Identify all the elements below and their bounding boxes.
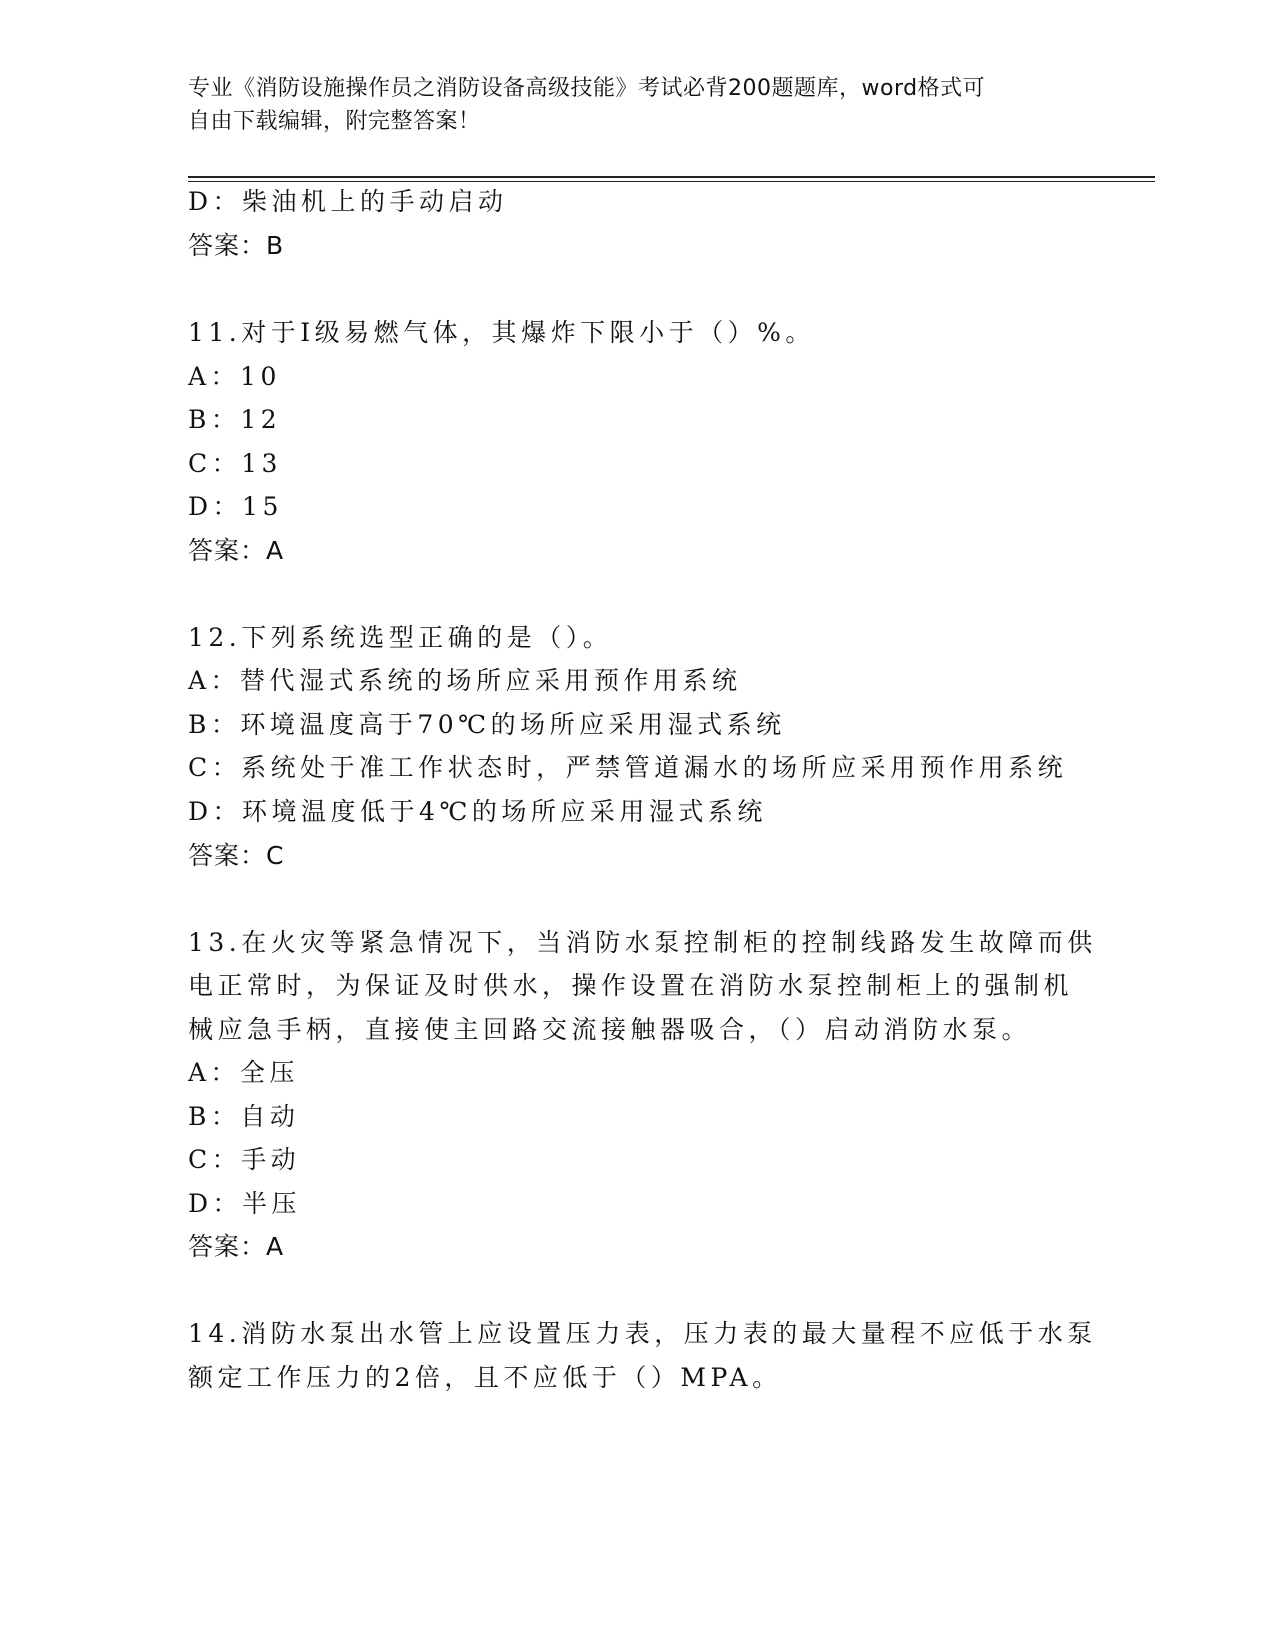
option-line: C：手动 xyxy=(188,1145,301,1174)
option-line: D：柴油机上的手动启动 xyxy=(188,187,508,216)
option-line: B：自动 xyxy=(188,1102,300,1131)
header-rule-thin xyxy=(188,181,1155,182)
header-rule-thick xyxy=(188,176,1155,178)
option-line: B：12 xyxy=(188,405,282,434)
option-line: D：环境温度低于4℃的场所应采用湿式系统 xyxy=(188,797,767,826)
question-13-cont: 电正常时，为保证及时供水，操作设置在消防水泵控制柜上的强制机 xyxy=(188,971,1074,1000)
option-line: B：环境温度高于70℃的场所应采用湿式系统 xyxy=(188,710,786,739)
option-line: C：系统处于准工作状态时，严禁管道漏水的场所应采用预作用系统 xyxy=(188,753,1068,782)
option-line: A：10 xyxy=(188,362,281,391)
option-line: A：替代湿式系统的场所应采用预作用系统 xyxy=(188,666,742,695)
question-13: 13.在火灾等紧急情况下，当消防水泵控制柜的控制线路发生故障而供 xyxy=(188,928,1097,957)
answer-line: 答案：C xyxy=(188,841,285,870)
answer-line: 答案：B xyxy=(188,231,285,260)
document-header xyxy=(188,72,1068,138)
answer-line: 答案：A xyxy=(188,1232,285,1261)
question-11: 11.对于Ⅰ级易燃气体，其爆炸下限小于（）%。 xyxy=(188,318,815,347)
option-line: D：15 xyxy=(188,492,283,521)
option-line: D：半压 xyxy=(188,1189,302,1218)
answer-line: 答案：A xyxy=(188,536,285,565)
header-line-2: 自由下载编辑，附完整答案！ xyxy=(188,109,481,134)
question-14: 14.消防水泵出水管上应设置压力表，压力表的最大量程不应低于水泵 xyxy=(188,1319,1097,1348)
question-13-cont: 械应急手柄，直接使主回路交流接触器吸合，（）启动消防水泵。 xyxy=(188,1015,1032,1044)
header-line-1: 专业《消防设施操作员之消防设备高级技能》考试必背200题题库，word格式可 xyxy=(188,76,986,101)
option-line: C：13 xyxy=(188,449,282,478)
question-12: 12.下列系统选型正确的是（）。 xyxy=(188,623,613,652)
question-14-cont: 额定工作压力的2倍，且不应低于（）MPA。 xyxy=(188,1363,782,1392)
option-line: A：全压 xyxy=(188,1058,300,1087)
